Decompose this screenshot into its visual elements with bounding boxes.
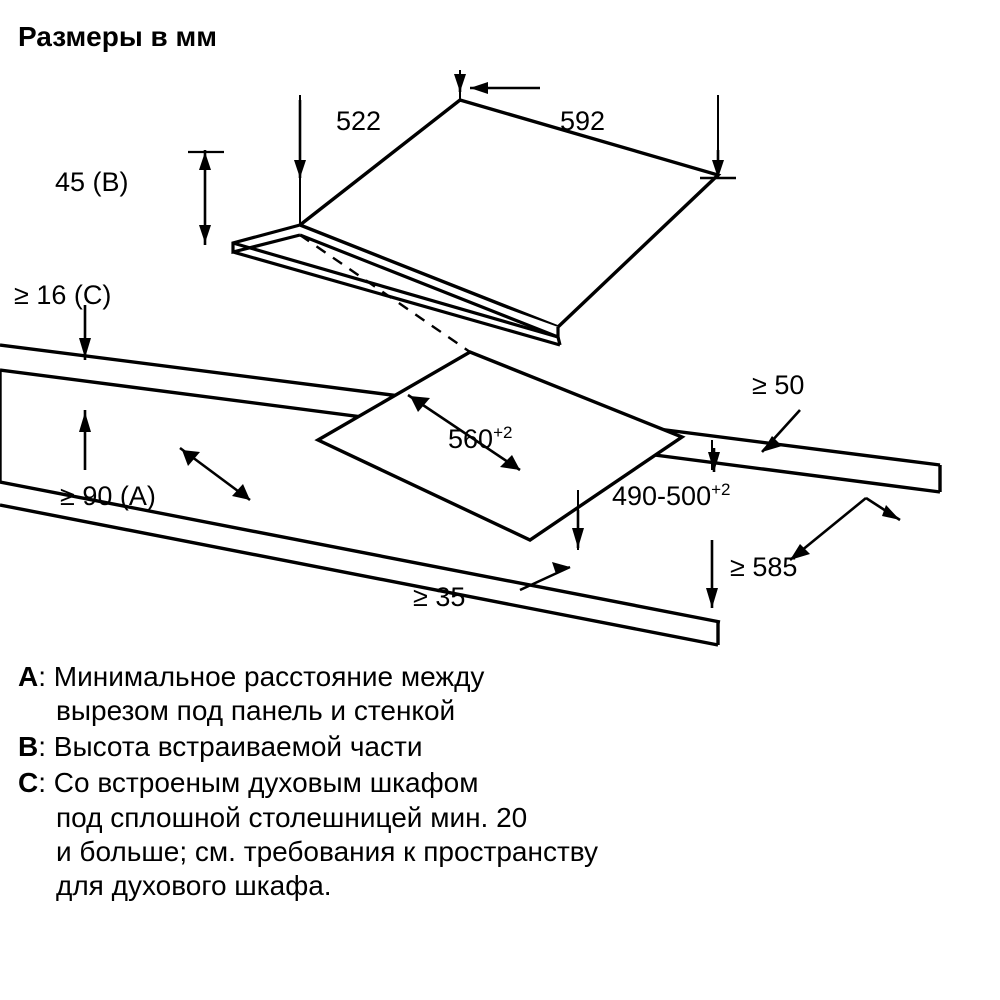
cutout-depth-value: 560 (448, 424, 494, 454)
legend-a-line-1: Минимальное расстояние между (53, 661, 485, 692)
legend-a-line-2: вырезом под панель и стенкой (56, 695, 456, 727)
dimension-thickness-c: ≥ 16 (C) (14, 280, 112, 310)
legend-c-line-4: для духового шкафа. (56, 869, 332, 901)
legend-c-line-2: под сплошной столешницей мин. 20 (56, 801, 528, 833)
cutout-width-tolerance: +2 (711, 480, 731, 499)
legend-key-c: C (18, 767, 39, 799)
legend-colon-c: : (38, 767, 54, 799)
legend-c-line-3: и больше; см. требования к пространству (56, 835, 599, 867)
legend (18, 660, 993, 905)
legend-colon-b: : (38, 731, 54, 763)
legend-item-a (18, 660, 993, 728)
legend-c-line-1: Со встроеным духовым шкафом (53, 767, 479, 799)
legend-item-c (18, 766, 993, 903)
legend-key-b: B (18, 731, 39, 763)
dimension-width-top: 592 (560, 106, 606, 136)
dimension-cutout-width (612, 481, 730, 512)
cutout-depth-tolerance: +2 (493, 423, 513, 442)
legend-item-b (18, 730, 993, 764)
dimension-front-min: ≥ 35 (413, 582, 466, 612)
cutout-width-value: 490-500 (612, 481, 712, 511)
diagram-title: Размеры в мм (18, 21, 217, 52)
legend-b-line-1: Высота встраиваемой части (53, 731, 423, 763)
dimension-right-min: ≥ 585 (730, 552, 798, 582)
dimension-depth-top: 522 (336, 106, 382, 136)
dimension-cutout-depth (448, 424, 512, 455)
legend-colon-a: : (38, 661, 54, 692)
dimension-rear-min: ≥ 50 (752, 370, 805, 400)
dimension-distance-a: ≥ 90 (A) (60, 481, 156, 511)
dimension-height-b: 45 (B) (55, 167, 129, 197)
legend-key-a: A (18, 661, 39, 692)
